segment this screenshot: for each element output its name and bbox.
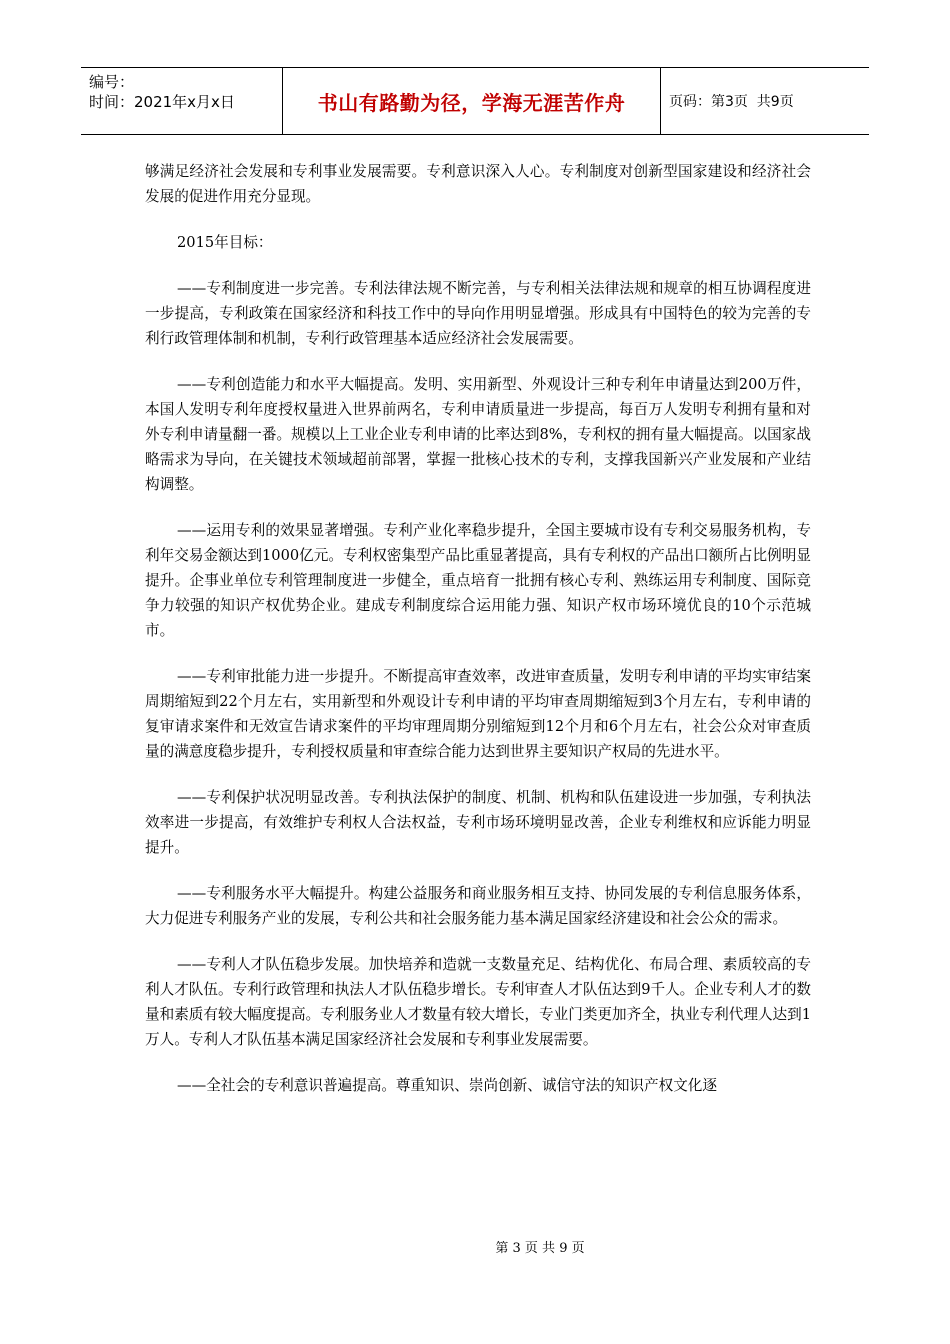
paragraph: 够满足经济社会发展和专利事业发展需要。专利意识深入人心。专利制度对创新型国家建设和经济社会发展的促进作用充分显现。 xyxy=(145,163,811,205)
paragraph: 2015年目标： xyxy=(177,234,273,251)
document-body xyxy=(145,159,811,1119)
paragraph: ——全社会的专利意识普遍提高。尊重知识、崇尚创新、诚信守法的知识产权文化逐 xyxy=(177,1077,717,1094)
header-meta-cell xyxy=(81,68,283,134)
paragraph: ——专利保护状况明显改善。专利执法保护的制度、机制、机构和队伍建设进一步加强，专利执法效率进一步提高，有效维护专利权人合法权益，专利市场环境明显改善，企业专利维权和应诉能力明显提升。 xyxy=(145,789,811,856)
document-number-label: 编号： xyxy=(89,73,135,91)
document-header xyxy=(81,67,869,135)
paragraph: ——运用专利的效果显著增强。专利产业化率稳步提升，全国主要城市设有专利交易服务机构，专利年交易金额达到1000亿元。专利权密集型产品比重显著提高，具有专利权的产品出口额所占比例明显提升。企事业单位专利管理制度进一步健全，重点培育一批拥有核心专利、熟练运用专利制度、国际竞争力较强的知识产权优势企业。建成专利制度综合运用能力强、知识产权市场环境优良的10个示范城市。 xyxy=(145,522,811,639)
paragraph: ——专利人才队伍稳步发展。加快培养和造就一支数量充足、结构优化、布局合理、素质较高的专利人才队伍。专利行政管理和执法人才队伍稳步增长。专利审查人才队伍达到9千人。企业专利人才的数量和素质有较大幅度提高。专利服务业人才数量有较大增长，专业门类更加齐全，执业专利代理人达到1万人。专利人才队伍基本满足国家经济社会发展和专利事业发展需要。 xyxy=(145,956,812,1048)
header-motto: 书山有路勤为径，学海无涯苦作舟 xyxy=(283,68,661,134)
header-page-info: 页码：第3页 共9页 xyxy=(669,94,794,110)
paragraph: ——专利服务水平大幅提升。构建公益服务和商业服务相互支持、协同发展的专利信息服务体系，大力促进专利服务产业的发展，专利公共和社会服务能力基本满足国家经济建设和社会公众的需求。 xyxy=(145,885,811,927)
paragraph: ——专利创造能力和水平大幅提高。发明、实用新型、外观设计三种专利年申请量达到200万件，本国人发明专利年度授权量进入世界前两名，专利申请质量进一步提高，每百万人发明专利拥有量和对外专利申请量翻一番。规模以上工业企业专利申请的比率达到8%，专利权的拥有量大幅提高。以国家战略需求为导向，在关键技术领域超前部署，掌握一批核心技术的专利，支撑我国新兴产业发展和产业结构调整。 xyxy=(145,376,811,493)
paragraph: ——专利制度进一步完善。专利法律法规不断完善，与专利相关法律法规和规章的相互协调程度进一步提高，专利政策在国家经济和科技工作中的导向作用明显增强。形成具有中国特色的较为完善的专利行政管理体制和机制，专利行政管理基本适应经济社会发展需要。 xyxy=(145,280,811,347)
page-footer: 第 3 页 共 9 页 xyxy=(495,1241,585,1256)
paragraph: ——专利审批能力进一步提升。不断提高审查效率，改进审查质量，发明专利申请的平均实审结案周期缩短到22个月左右，实用新型和外观设计专利申请的平均审查周期缩短到3个月左右，专利申请的复审请求案件和无效宣告请求案件的平均审理周期分别缩短到12个月和6个月左右，社会公众对审查质量的满意度稳步提升，专利授权质量和审查综合能力达到世界主要知识产权局的先进水平。 xyxy=(145,668,811,760)
document-date: 时间：2021年x月x日 xyxy=(89,93,235,111)
